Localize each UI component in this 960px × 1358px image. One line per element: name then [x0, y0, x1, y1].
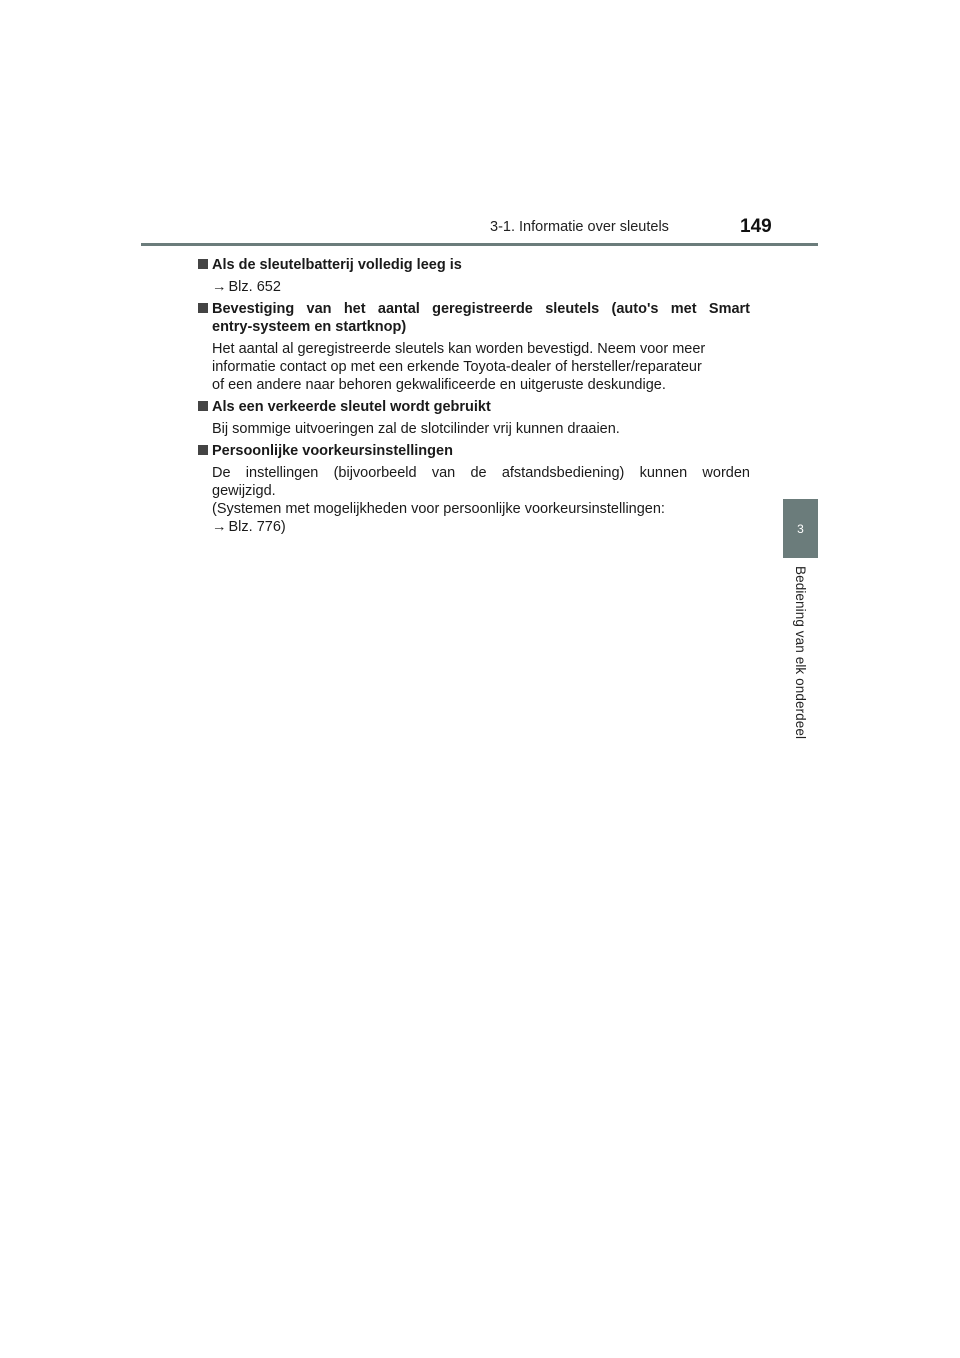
- section-heading: [196, 300, 750, 336]
- heading-text: Als een verkeerde sleutel wordt gebruikt: [212, 399, 491, 415]
- section-wrong-key: [196, 398, 750, 438]
- section-heading: [196, 442, 750, 460]
- body-line: gewijzigd.: [212, 483, 276, 499]
- heading-line: entry-systeem en startknop): [212, 319, 407, 335]
- body-line: De instellingen (bijvoorbeeld van de afstandsbediening) kunnen worden: [212, 465, 750, 481]
- header-divider: [141, 243, 818, 246]
- page-content: [196, 256, 750, 540]
- page-number: 149: [740, 216, 772, 237]
- chapter-title: 3-1. Informatie over sleutels: [490, 219, 669, 235]
- heading-text: Persoonlijke voorkeursinstellingen: [212, 443, 453, 459]
- body-line: (Systemen met mogelijkheden voor persoonlijke voorkeursinstellingen:: [212, 501, 665, 517]
- square-bullet-icon: [198, 259, 208, 269]
- chapter-tab-number: 3: [797, 521, 804, 536]
- reference-link[interactable]: Blz. 652: [228, 279, 281, 295]
- square-bullet-icon: [198, 401, 208, 411]
- section-heading: [196, 256, 750, 274]
- section-heading: [196, 398, 750, 416]
- page-reference: [196, 278, 750, 296]
- section-personal-settings: [196, 442, 750, 536]
- square-bullet-icon: [198, 303, 208, 313]
- arrow-right-icon: →: [212, 519, 227, 535]
- section-body: Bij sommige uitvoeringen zal de slotcilinder vrij kunnen draaien.: [212, 421, 620, 437]
- heading-line: Bevestiging van het aantal geregistreerde sleutels (auto's met Smart: [212, 301, 750, 317]
- heading-text: Als de sleutelbatterij volledig leeg is: [212, 257, 462, 273]
- section-body: [196, 340, 750, 394]
- section-body: [196, 464, 750, 536]
- section-battery-empty: [196, 256, 750, 296]
- body-line: informatie contact op met een erkende Toyota-dealer of hersteller/reparateur: [212, 359, 702, 375]
- chapter-side-label: Bediening van elk onderdeel: [793, 566, 808, 740]
- chapter-tab: [783, 499, 818, 558]
- reference-link[interactable]: Blz. 776): [228, 519, 286, 535]
- arrow-right-icon: →: [212, 279, 227, 295]
- body-line: Het aantal al geregistreerde sleutels kan worden bevestigd. Neem voor meer: [212, 341, 706, 357]
- section-registered-keys: [196, 300, 750, 394]
- body-line: of een andere naar behoren gekwalificeerde en uitgeruste deskundige.: [212, 377, 666, 393]
- square-bullet-icon: [198, 445, 208, 455]
- page-reference: [212, 518, 750, 536]
